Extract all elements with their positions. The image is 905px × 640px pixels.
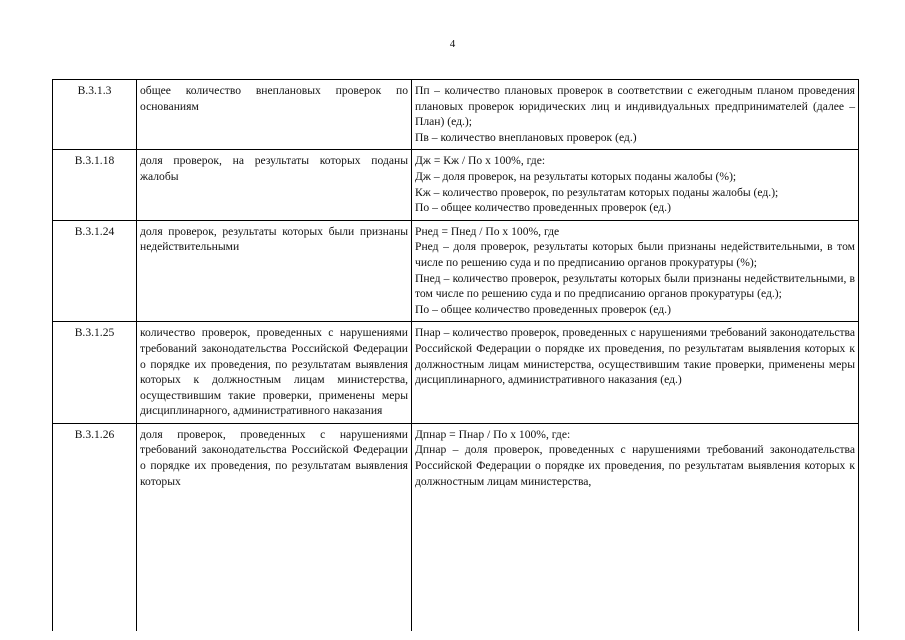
definition-line: Пп – количество плановых проверок в соответствии с ежегодным планом проведения плановых проверок юридических лиц и индивидуальных предпринимателей (далее – План) (ед.); — [415, 84, 855, 129]
table-row — [53, 322, 859, 424]
definition-line: По – общее количество проведенных проверок (ед.) — [415, 201, 671, 215]
indicator-code: В.3.1.25 — [53, 322, 137, 424]
definition-line: Дж – доля проверок, на результаты которых поданы жалобы (%); — [415, 169, 737, 183]
table-row — [53, 80, 859, 150]
table-row — [53, 150, 859, 220]
indicator-name: количество проверок, проведенных с нарушениями требований законодательства Российской Федерации о порядке их проведения, по результатам выявления которых к должностным лицам министерства, осуществившим такие проверки, применены меры дисциплинарного, административного наказания — [137, 322, 412, 424]
definition-line: Пв – количество внеплановых проверок (ед.) — [415, 130, 637, 144]
definition-line: Пнед – количество проверок, результаты которых были признаны недействительными, в том числе по решению суда и по предписанию органов прокуратуры (ед.); — [415, 271, 855, 301]
definition-line: Дпнар = Пнар / По х 100%, где: — [415, 427, 571, 441]
definition-line: Дпнар – доля проверок, проведенных с нарушениями требований законодательства Российской Федерации о порядке их проведения, по результатам выявления которых к должностным лицам министерства, — [415, 443, 855, 488]
definition-line: Рнед – доля проверок, результаты которых были признаны недействительными, в том числе по решению суда и по предписанию органов прокуратуры (%); — [415, 240, 855, 269]
indicator-definition — [412, 423, 859, 631]
table-row — [53, 423, 859, 631]
definition-line: Рнед = Пнед / По х 100%, где — [415, 224, 560, 238]
indicator-definition — [412, 150, 859, 220]
indicator-definition — [412, 220, 859, 322]
definition-line: Кж – количество проверок, по результатам которых поданы жалобы (ед.); — [415, 185, 779, 199]
indicators-table — [52, 79, 859, 631]
indicator-definition — [412, 80, 859, 150]
indicator-code: В.3.1.18 — [53, 150, 137, 220]
definition-line: По – общее количество проведенных проверок (ед.) — [415, 302, 671, 316]
indicator-definition — [412, 322, 859, 424]
indicator-code: В.3.1.26 — [53, 423, 137, 631]
indicator-code: В.3.1.24 — [53, 220, 137, 322]
indicator-name: общее количество внеплановых проверок по основаниям — [137, 80, 412, 150]
indicator-name: доля проверок, проведенных с нарушениями требований законодательства Российской Федерации о порядке их проведения, по результатам выявления которых — [137, 423, 412, 631]
indicator-name: доля проверок, результаты которых были признаны недействительными — [137, 220, 412, 322]
definition-line: Дж = Кж / По х 100%, где: — [415, 154, 546, 168]
indicator-name: доля проверок, на результаты которых поданы жалобы — [137, 150, 412, 220]
definition-line: Пнар – количество проверок, проведенных с нарушениями требований законодательства Российской Федерации о порядке их проведения, по результатам выявления которых к должностным лицам министерства, осуществившим такие проверки, применены меры дисциплинарного, административного наказания (ед.) — [415, 326, 855, 387]
table-row — [53, 220, 859, 322]
indicator-code: В.3.1.3 — [53, 80, 137, 150]
page-number: 4 — [449, 38, 456, 50]
